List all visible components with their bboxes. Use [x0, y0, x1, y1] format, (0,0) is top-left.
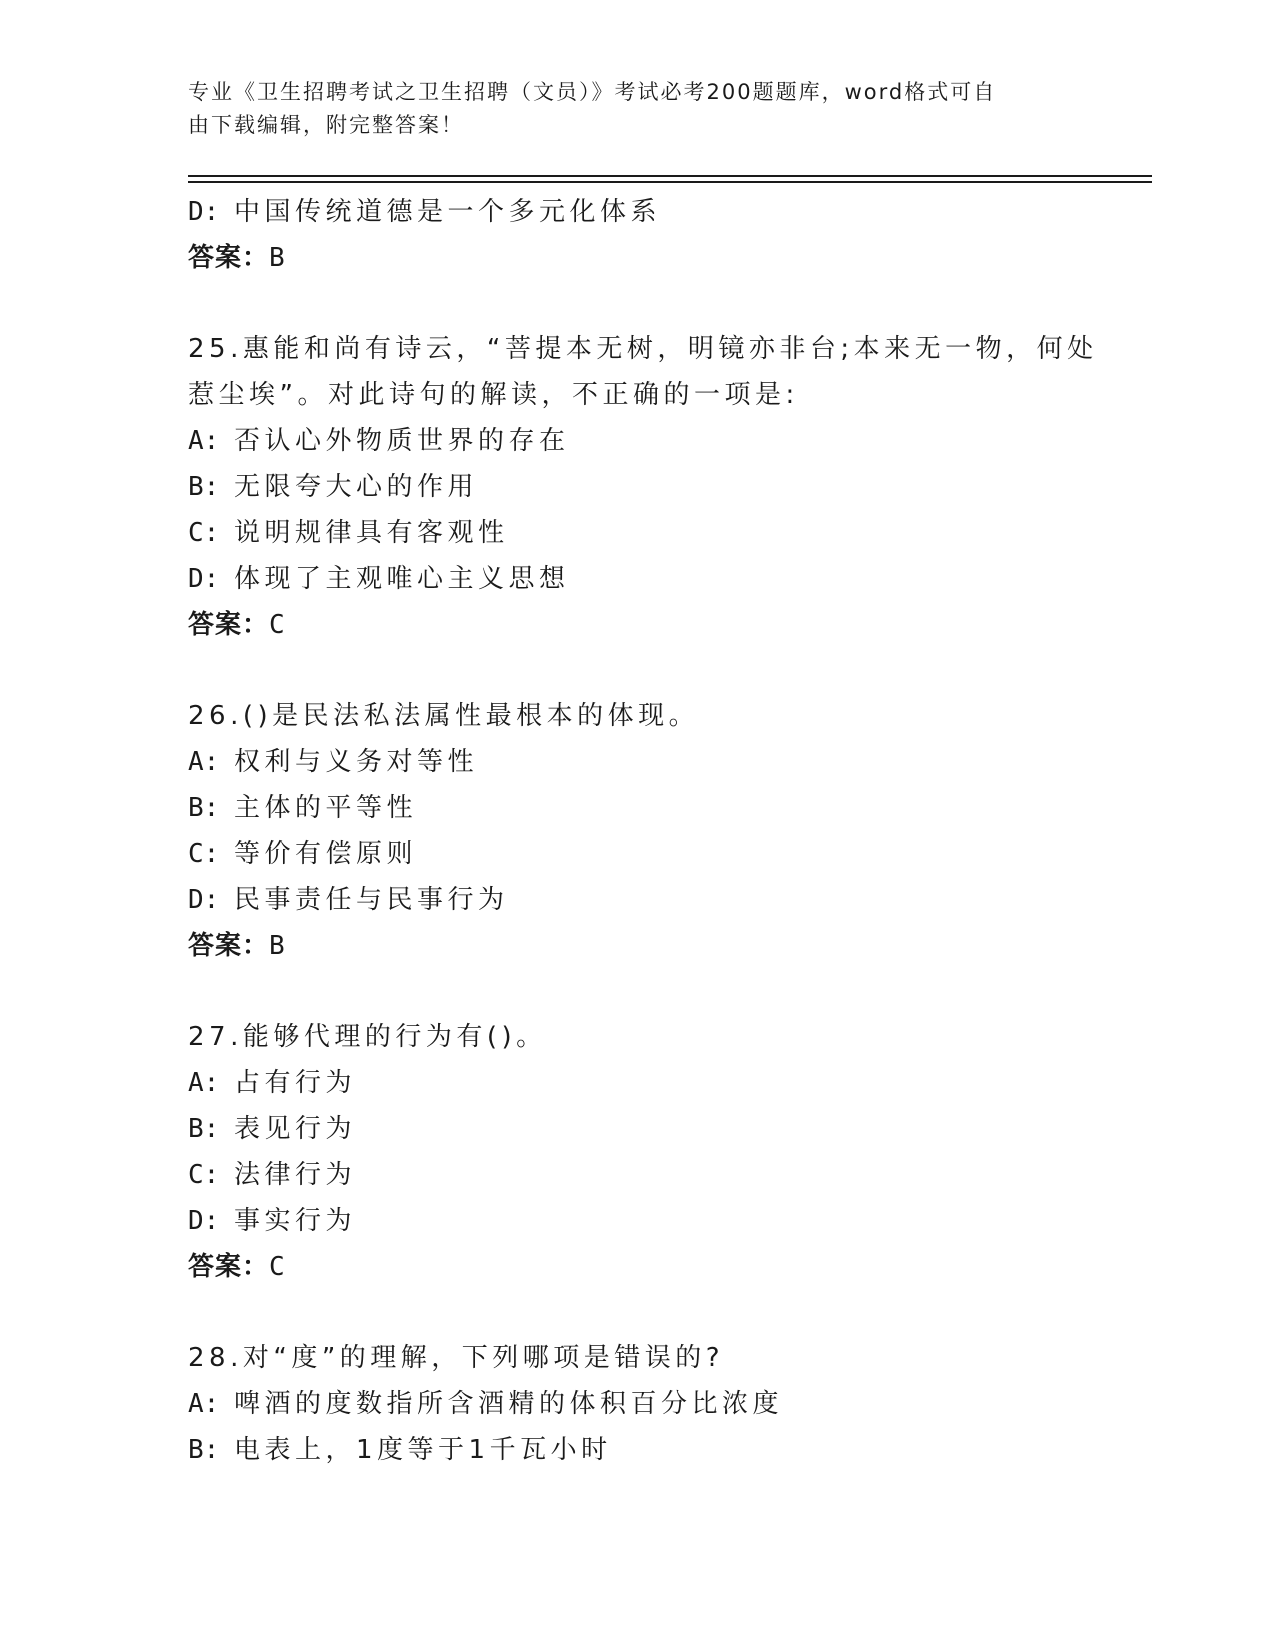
question-27	[188, 1014, 1108, 1290]
question-stem-line: 惹尘埃”。对此诗句的解读，不正确的一项是:	[188, 380, 799, 410]
answer-value: C	[269, 610, 286, 640]
option-d	[188, 1198, 1108, 1244]
option-key: D:	[188, 885, 220, 915]
answer-label: 答案：	[188, 1252, 270, 1282]
question-gap	[188, 648, 1108, 693]
question-26	[188, 693, 1108, 969]
question-fragment	[188, 189, 1108, 281]
question-stem-line: 28.对“度”的理解，下列哪项是错误的?	[188, 1343, 725, 1373]
option-b	[188, 1427, 1108, 1473]
option-key: B:	[188, 793, 220, 823]
option-b	[188, 464, 1108, 510]
option-text: 法律行为	[234, 1160, 357, 1190]
header-rule-bottom	[188, 181, 1152, 183]
option-key: A:	[188, 1068, 220, 1098]
header-rule-top	[188, 175, 1152, 177]
option-text: 占有行为	[234, 1068, 357, 1098]
option-text: 表见行为	[234, 1114, 357, 1144]
answer-line	[188, 235, 1108, 281]
option-text: 说明规律具有客观性	[234, 518, 509, 548]
option-b	[188, 785, 1108, 831]
option-a	[188, 739, 1108, 785]
header-line-2: 由下载编辑，附完整答案！	[188, 113, 464, 137]
option-key: C:	[188, 518, 220, 548]
question-stem-line: 25.惠能和尚有诗云，“菩提本无树，明镜亦非台;本来无一物，何处	[188, 334, 1098, 364]
option-c	[188, 831, 1108, 877]
option-key: B:	[188, 1114, 220, 1144]
option-text: 权利与义务对等性	[234, 747, 479, 777]
option-c	[188, 510, 1108, 556]
option-d	[188, 556, 1108, 602]
answer-line	[188, 602, 1108, 648]
header-line-1: 专业《卫生招聘考试之卫生招聘（文员）》考试必考200题题库，word格式可自	[188, 80, 997, 104]
option-text: 主体的平等性	[234, 793, 418, 823]
option-text: 啤酒的度数指所含酒精的体积百分比浓度	[234, 1389, 784, 1419]
option-text: 中国传统道德是一个多元化体系	[234, 197, 662, 227]
answer-line	[188, 1244, 1108, 1290]
question-stem-line: 26.()是民法私法属性最根本的体现。	[188, 701, 700, 731]
answer-value: B	[269, 931, 286, 961]
question-25	[188, 326, 1108, 648]
option-a	[188, 1060, 1108, 1106]
answer-value: B	[269, 243, 286, 273]
option-key: D:	[188, 197, 220, 227]
question-gap	[188, 281, 1108, 326]
option-text: 等价有偿原则	[234, 839, 418, 869]
option-a	[188, 1381, 1108, 1427]
option-text: 民事责任与民事行为	[234, 885, 509, 915]
answer-value: C	[269, 1252, 286, 1282]
question-gap	[188, 969, 1108, 1014]
option-c	[188, 1152, 1108, 1198]
question-stem-line: 27.能够代理的行为有()。	[188, 1022, 547, 1052]
option-d	[188, 877, 1108, 923]
answer-label: 答案：	[188, 610, 270, 640]
option-key: C:	[188, 1160, 220, 1190]
question-28	[188, 1335, 1108, 1473]
option-key: D:	[188, 1206, 220, 1236]
question-gap	[188, 1290, 1108, 1335]
option-a	[188, 418, 1108, 464]
option-key: B:	[188, 472, 220, 502]
option-text: 无限夸大心的作用	[234, 472, 479, 502]
option-b	[188, 1106, 1108, 1152]
option-text: 体现了主观唯心主义思想	[234, 564, 570, 594]
option-text: 事实行为	[234, 1206, 357, 1236]
option-text: 电表上，1度等于1千瓦小时	[234, 1435, 612, 1465]
option-key: B:	[188, 1435, 220, 1465]
answer-line	[188, 923, 1108, 969]
option-key: D:	[188, 564, 220, 594]
answer-label: 答案：	[188, 931, 270, 961]
document-header	[188, 76, 1068, 142]
answer-label: 答案：	[188, 243, 270, 273]
option-key: A:	[188, 1389, 220, 1419]
option-key: A:	[188, 747, 220, 777]
question-list	[188, 189, 1108, 1473]
option-d	[188, 189, 1108, 235]
option-text: 否认心外物质世界的存在	[234, 426, 570, 456]
option-key: A:	[188, 426, 220, 456]
option-key: C:	[188, 839, 220, 869]
